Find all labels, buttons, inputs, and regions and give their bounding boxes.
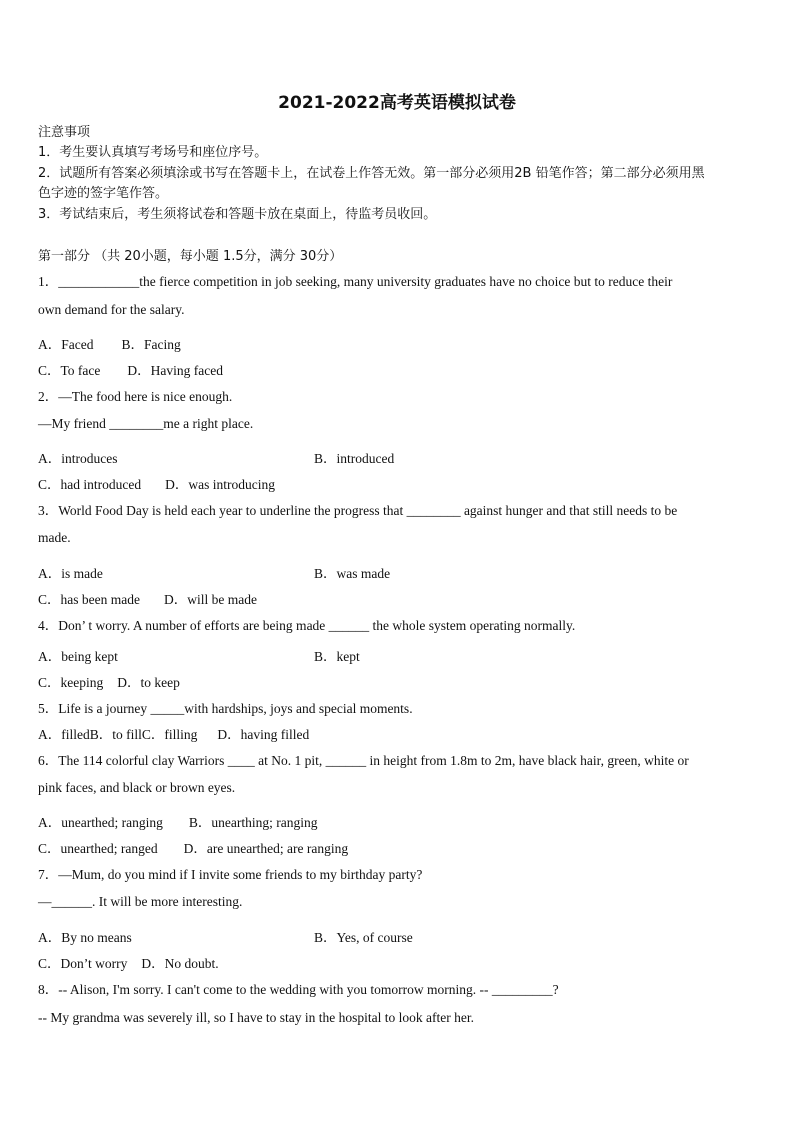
option-b[interactable]: B．introduced (314, 451, 395, 466)
option-d[interactable]: D．Having faced (127, 363, 223, 378)
question-7-stem: 7．—Mum, do you mind if I invite some friends to my birthday party? (38, 867, 423, 882)
option-a[interactable]: A．filled (38, 727, 90, 742)
section-heading: 第一部分 （共 20小题，每小题 1.5分，满分 30分） (38, 249, 343, 264)
question-6-options-row-1 (38, 811, 317, 831)
option-c[interactable]: C．filling (141, 727, 198, 742)
option-a[interactable]: A．being kept (38, 649, 118, 664)
question-2-options-row-1 (38, 447, 117, 467)
option-a[interactable]: A．By no means (38, 930, 132, 945)
option-d[interactable]: D．having filled (217, 727, 310, 742)
exam-title: 2021-2022高考英语模拟试卷 (278, 93, 516, 113)
question-1-options-row-1 (38, 333, 181, 353)
option-a[interactable]: A．introduces (38, 451, 118, 466)
option-b[interactable]: B．to fill (89, 727, 142, 742)
option-b[interactable]: B．kept (314, 649, 360, 664)
option-c[interactable]: C．had introduced (38, 477, 142, 492)
note-item: 1．考生要认真填写考场号和座位序号。 (38, 145, 268, 160)
note-item: 2．试题所有答案必须填涂或书写在答题卡上，在试卷上作答无效。第一部分必须用2B 铅笔作答；第二部分必须用黑 (38, 166, 705, 181)
note-item: 3．考试结束后，考生须将试卷和答题卡放在桌面上，待监考员收回。 (38, 207, 437, 222)
option-d[interactable]: D．will be made (163, 592, 257, 607)
option-b[interactable]: B．Yes, of course (314, 930, 413, 945)
option-b[interactable]: B．Facing (121, 337, 181, 352)
question-8-stem: 8．-- Alison, I'm sorry. I can't come to the wedding with you tomorrow morning. -- _________? (38, 982, 559, 997)
question-2-stem-cont: —My friend ________me a right place. (38, 416, 254, 431)
option-c[interactable]: C．Don’t worry (38, 956, 128, 971)
question-2-options-row-2 (38, 473, 275, 493)
question-5-options (38, 723, 309, 743)
question-1-stem-cont: own demand for the salary. (38, 302, 185, 317)
question-4-stem: 4．Don’ t worry. A number of efforts are being made ______ the whole system operating normally. (38, 618, 576, 633)
option-c[interactable]: C．has been made (38, 592, 140, 607)
option-b[interactable]: B．was made (314, 566, 391, 581)
question-6-stem-cont: pink faces, and black or brown eyes. (38, 780, 236, 795)
option-c[interactable]: C．unearthed; ranged (38, 841, 158, 856)
question-6-stem: 6．The 114 colorful clay Warriors ____ at No. 1 pit, ______ in height from 1.8m to 2m, have black hair, green, white or (38, 753, 689, 768)
option-d[interactable]: D．are unearthed; are ranging (183, 841, 349, 856)
question-3-options-row-2 (38, 588, 257, 608)
question-3-stem: 3．World Food Day is held each year to underline the progress that ________ against hunger and that still needs to be (38, 503, 678, 518)
option-d[interactable]: D．No doubt. (141, 956, 219, 971)
question-6-options-row-2 (38, 837, 348, 857)
question-4-options-row-2 (38, 671, 180, 691)
option-c[interactable]: C．keeping (38, 675, 104, 690)
question-1-stem: 1．____________the fierce competition in job seeking, many university graduates have no choice but to reduce their (38, 274, 673, 289)
question-2-stem: 2．—The food here is nice enough. (38, 389, 233, 404)
option-b[interactable]: B．unearthing; ranging (188, 815, 318, 830)
option-c[interactable]: C．To face (38, 363, 101, 378)
option-a[interactable]: A．is made (38, 566, 103, 581)
option-d[interactable]: D．was introducing (165, 477, 275, 492)
question-7-stem-cont: —______. It will be more interesting. (38, 894, 243, 909)
question-7-options-row-2 (38, 952, 219, 972)
note-item: 色字迹的签字笔作答。 (38, 186, 169, 201)
option-a[interactable]: A．Faced (38, 337, 94, 352)
question-3-stem-cont: made. (38, 530, 71, 545)
option-d[interactable]: D．to keep (117, 675, 180, 690)
question-8-stem-cont: -- My grandma was severely ill, so I have to stay in the hospital to look after her. (38, 1010, 475, 1025)
question-1-options-row-2 (38, 359, 223, 379)
notes-heading: 注意事项 (38, 125, 91, 140)
question-5-stem: 5．Life is a journey _____with hardships, joys and special moments. (38, 701, 413, 716)
option-a[interactable]: A．unearthed; ranging (38, 815, 163, 830)
